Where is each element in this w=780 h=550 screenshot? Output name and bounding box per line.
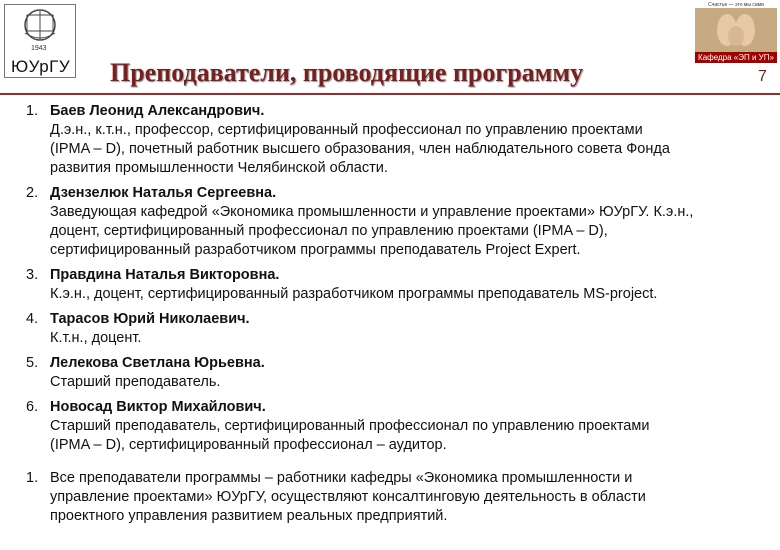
note-line: Все преподаватели программы – работники кафедры «Экономика промышленности и	[50, 470, 633, 486]
note-line: проектного управления развитием реальных предприятий.	[50, 508, 448, 524]
teacher-desc: Д.э.н., к.т.н., профессор, сертифицированный профессионал по управлению проектами	[50, 122, 643, 138]
item-number: 4.	[26, 311, 39, 327]
teacher-name: Новосад Виктор Михайлович.	[50, 399, 266, 415]
teacher-desc: К.э.н., доцент, сертифицированный разработчиком программы преподаватель MS-project.	[50, 286, 658, 302]
teacher-desc: Заведующая кафедрой «Экономика промышленности и управление проектами» ЮУрГУ. К.э.н.,	[50, 204, 694, 220]
teacher-name: Тарасов Юрий Николаевич.	[50, 311, 250, 327]
teacher-desc: Старший преподаватель.	[50, 374, 221, 390]
list-item	[26, 102, 766, 178]
list-item	[26, 354, 766, 392]
teacher-desc: К.т.н., доцент.	[50, 330, 142, 346]
teacher-name: Правдина Наталья Викторовна.	[50, 267, 280, 283]
department-logo	[695, 2, 777, 64]
teacher-name: Баев Леонид Александрович.	[50, 103, 265, 119]
department-slogan: Счастье — это мы сами	[708, 2, 764, 8]
summary-note	[26, 469, 766, 526]
page-title: Преподаватели, проводящие программу	[110, 58, 584, 87]
list-item	[26, 266, 766, 304]
logo-year: 1943	[31, 45, 47, 52]
teacher-desc: развития промышленности Челябинской области.	[50, 160, 388, 176]
slide-number: 7	[758, 68, 767, 85]
list-item	[26, 310, 766, 348]
item-number: 3.	[26, 267, 39, 283]
title-divider	[0, 93, 780, 95]
item-number: 6.	[26, 399, 39, 415]
teacher-name: Лелекова Светлана Юрьевна.	[50, 355, 265, 371]
item-number: 1.	[26, 470, 39, 486]
list-item	[26, 184, 766, 260]
note-line: управление проектами» ЮУрГУ, осуществляют консалтинговую деятельность в области	[50, 489, 646, 505]
teacher-desc: сертифицированный разработчиком программы преподаватель Project Expert.	[50, 242, 581, 258]
teacher-desc: доцент, сертифицированный профессионал по управлению проектами (IPMA – D),	[50, 223, 608, 239]
item-number: 1.	[26, 103, 39, 119]
teacher-name: Дзензелюк Наталья Сергеевна.	[50, 185, 277, 201]
teacher-desc: Старший преподаватель, сертифицированный профессионал по управлению проектами	[50, 418, 650, 434]
hands-icon	[695, 2, 777, 52]
item-number: 2.	[26, 185, 39, 201]
teacher-desc: (IPMA – D), почетный работник высшего образования, член наблюдательного совета Фонда	[50, 141, 670, 157]
university-emblem-icon	[5, 5, 75, 45]
item-number: 5.	[26, 355, 39, 371]
university-logo	[4, 4, 76, 78]
logo-text: ЮУрГУ	[11, 57, 71, 76]
department-caption: Кафедра «ЭП и УП»	[695, 52, 777, 63]
teacher-desc: (IPMA – D), сертифицированный профессионал – аудитор.	[50, 437, 447, 453]
list-item	[26, 398, 766, 455]
teachers-list	[26, 102, 766, 526]
